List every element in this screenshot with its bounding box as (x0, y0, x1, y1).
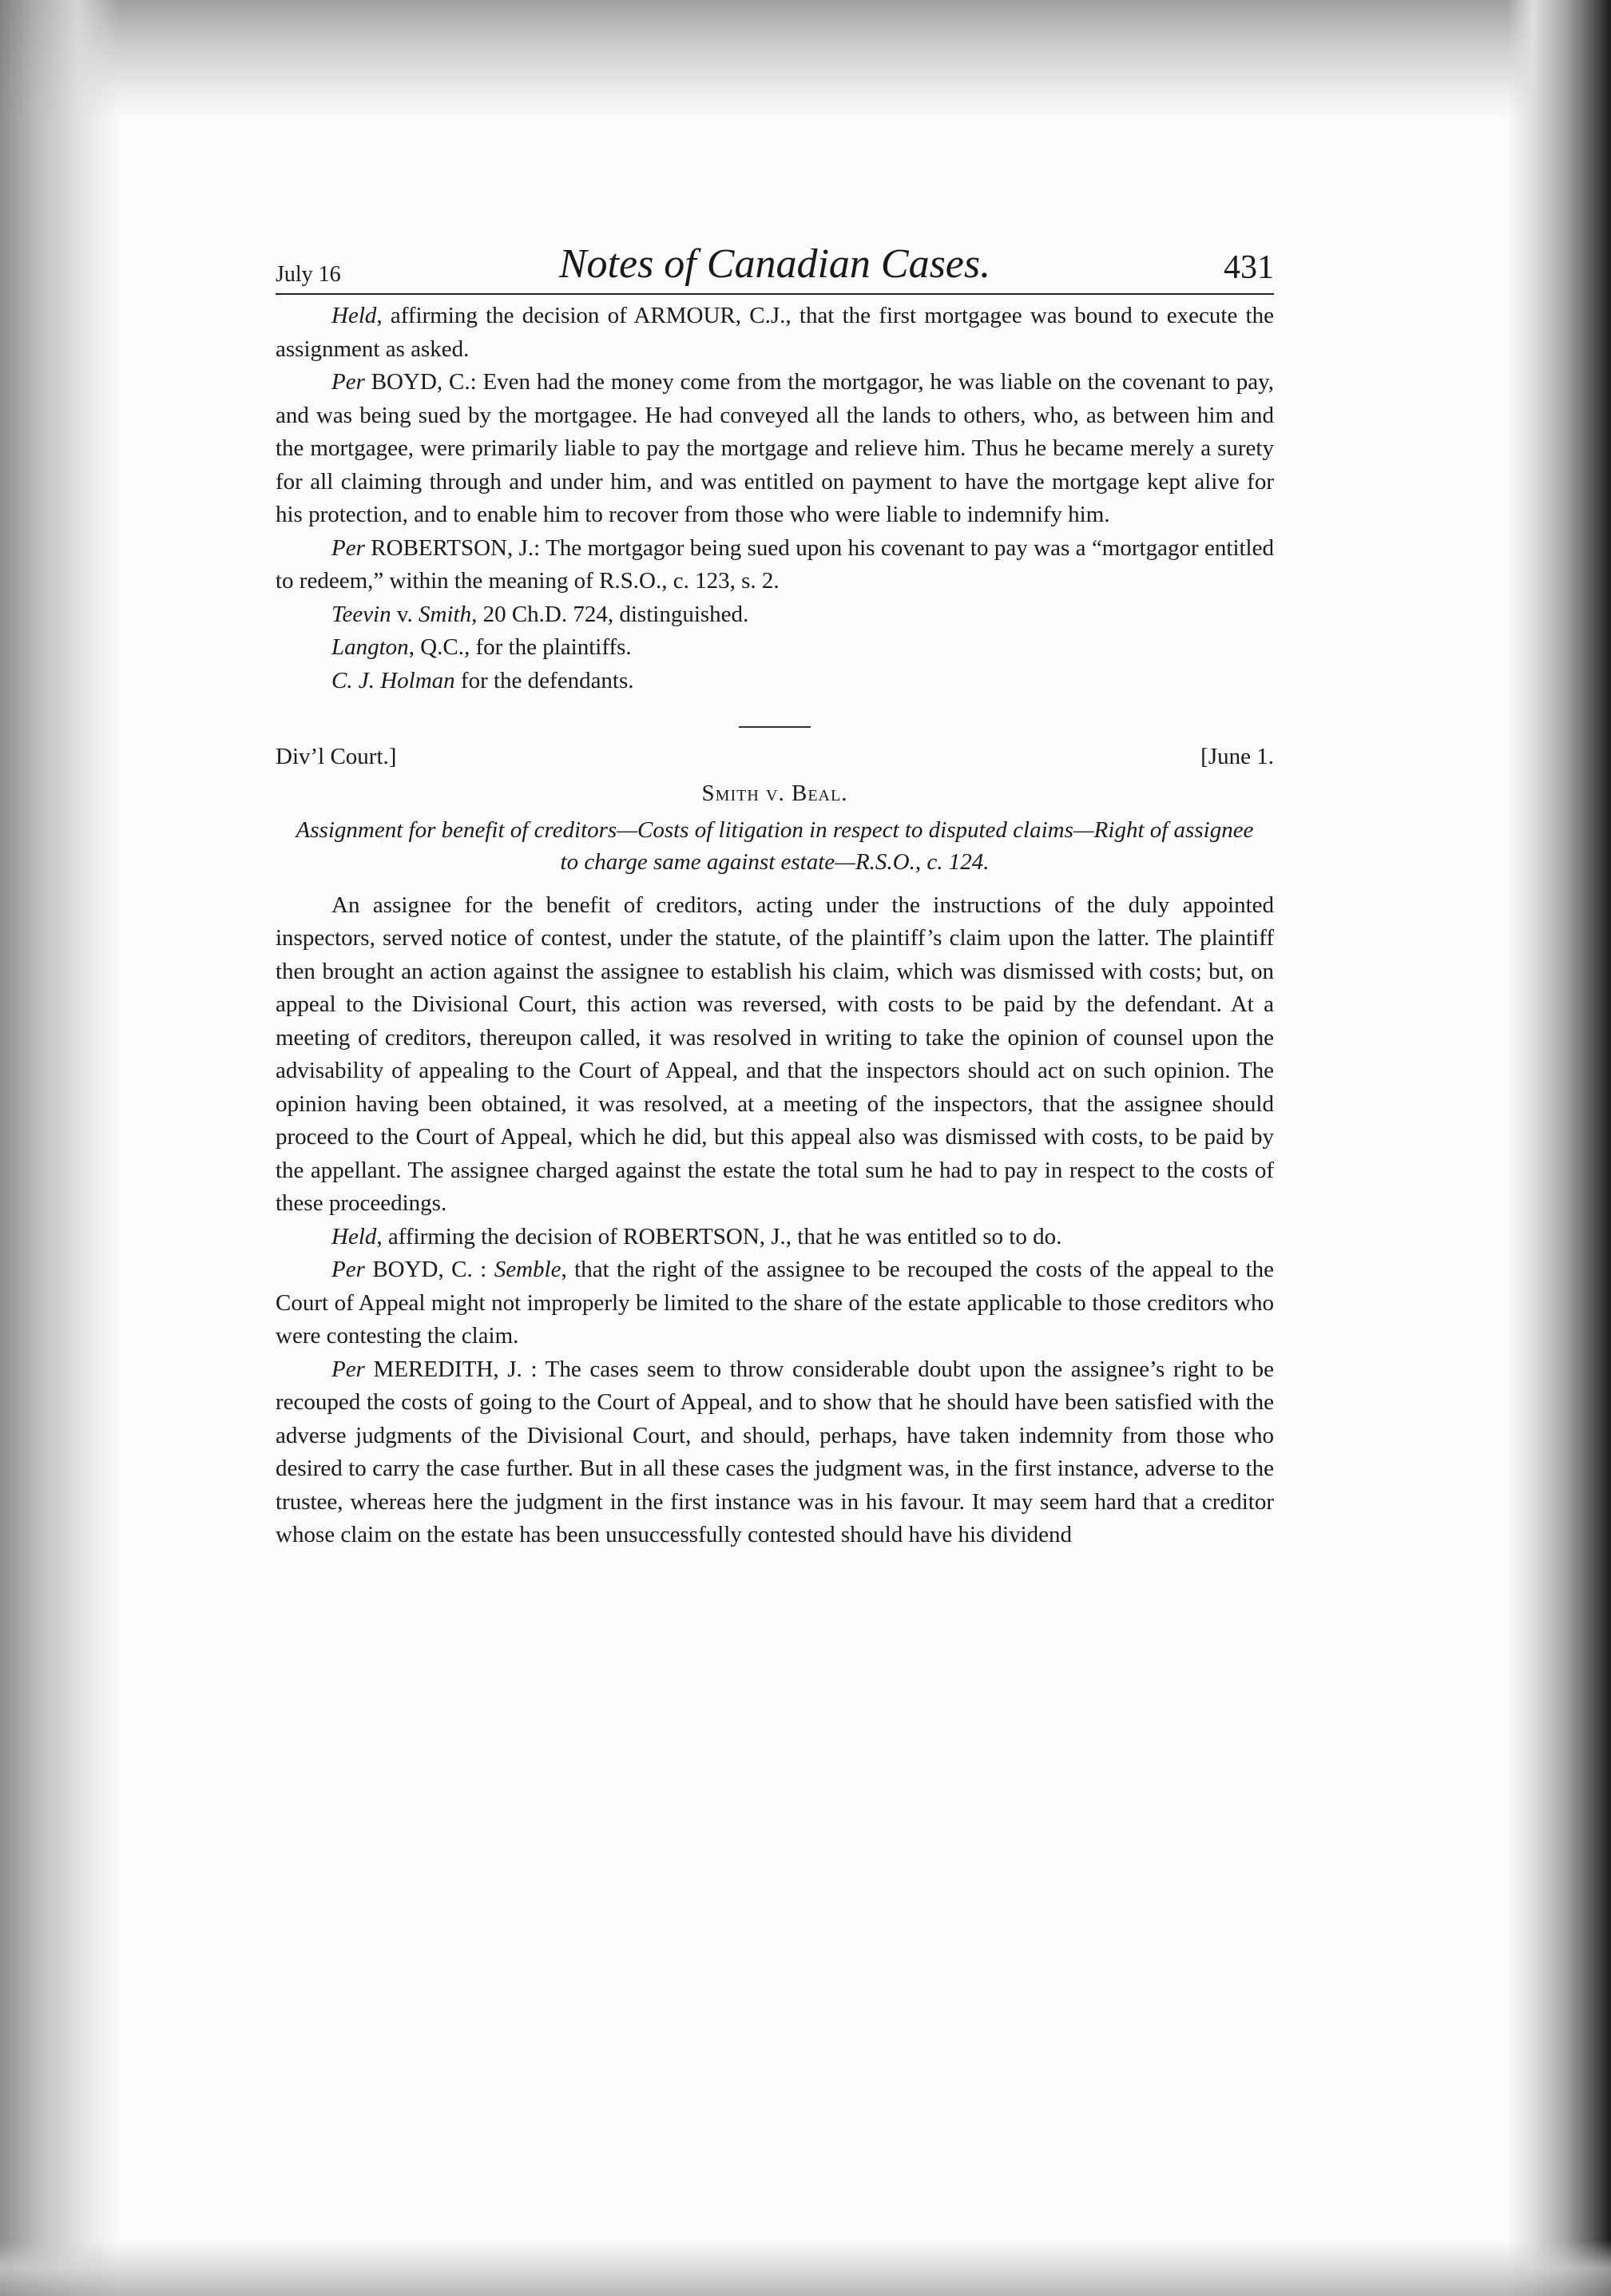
running-header (276, 241, 1274, 295)
opinion-text: : The cases seem to throw considerable doubt upon the assignee’s right to be recouped the costs of going to the Court of Appeal, and to show that he should have been satisfied with the adverse judgments of the Divisional Court, and should, perhaps, have taken indemnity from those who desired to carry the case further. But in all these cases the judgment was, in the first instance, adverse to the trustee, whereas here the judgment in the first instance was in his favour. It may seem hard that a creditor whose claim on the estate has been unsuccessfully contested should have his dividend (276, 1356, 1275, 1547)
per-boyd-paragraph (276, 366, 1274, 532)
per-robertson-paragraph (276, 532, 1274, 598)
case-title: Smith v. Beal. (701, 781, 848, 806)
opinion-text: : The mortgagor being sued upon his covenant to pay was a “mortgagor entitled to redeem,” within the meaning of R.S.O., c. 123, s. 2. (276, 534, 1274, 594)
court-name: Div’l Court.] (276, 744, 397, 769)
citation-v: v. (391, 601, 419, 627)
section-divider (739, 726, 811, 728)
previous-case-continuation (276, 300, 1274, 697)
judge-name: ROBERTSON, J. (371, 534, 534, 561)
counsel-rest: for the defendants. (454, 667, 634, 693)
court-line (276, 741, 1274, 774)
judge-name: BOYD, C. (372, 1257, 473, 1282)
page-number: 431 (1224, 249, 1274, 286)
scan-shadow-bottom (0, 2240, 1611, 2296)
colon: : (472, 1257, 494, 1282)
counsel-name: C. J. Holman (331, 667, 455, 693)
headnote: Assignment for benefit of creditors—Costs of litigation in respect to disputed claims—Right of assignee to charge same against estate—R.S.O., c. 124. (296, 816, 1254, 875)
scan-shadow-left (0, 0, 120, 2296)
decision-date: [June 1. (1200, 744, 1274, 769)
header-title: Notes of Canadian Cases. (558, 241, 991, 287)
facts-paragraph: An assignee for the benefit of creditors, acting under the instructions of the duly appointed inspectors, served notice of contest, under the statute, of the plaintiff’s claim upon the latter. The plaintiff then brought an action against the assignee to establish his claim, which was dismissed with costs; but, on appeal to the Divisional Court, this action was reversed, with costs to be paid by the defendant. At a meeting of creditors, thereupon called, it was resolved in writing to take the opinion of counsel upon the advisability of appealing to the Court of Appeal, and that the inspectors should act on such opinion. The opinion having been obtained, it was resolved, at a meeting of the inspectors, that the assignee should proceed to the Court of Appeal, which he did, but this appeal also was dismissed with costs, to be paid by the appellant. The assignee charged against the estate the total sum he had to pay in respect to the costs of these proceedings. (276, 892, 1274, 1216)
citation-party2: Smith (419, 601, 472, 627)
header-date: July 16 (276, 262, 341, 287)
held-label: Held (331, 1223, 377, 1249)
held-text: , affirming the decision of ROBERTSON, J., that he was entitled so to do. (376, 1223, 1062, 1249)
semble-word: Semble (494, 1257, 561, 1282)
held-label: Held (331, 303, 377, 328)
opinion-text: : Even had the money come from the mortgagor, he was liable on the covenant to pay, and was being sued by the mortgagee. He had conveyed all the lands to others, who, as between him and the mortgagee, were primarily liable to pay the mortgage and relieve him. Thus he became merely a surety for all claiming through and under him, and was entitled on payment to have the mortgage kept alive for his protection, and to enable him to recover from those who were liable to indemnify him. (276, 369, 1275, 527)
per-meredith-paragraph (276, 1353, 1274, 1552)
opinion-text: , that the right of the assignee to be recouped the costs of the appeal to the Court of Appeal might not improperly be limited to the share of the estate applicable to those creditors who were contesting the claim. (276, 1257, 1275, 1349)
per-label: Per (331, 369, 365, 395)
judge-name: BOYD, C. (371, 369, 470, 395)
page-content (276, 241, 1275, 1552)
judge-name: MEREDITH, J. (373, 1356, 522, 1382)
per-label: Per (331, 1356, 365, 1382)
citation-rest: , 20 Ch.D. 724, distinguished. (471, 601, 749, 627)
per-label: Per (331, 1257, 365, 1282)
citation-party1: Teevin (331, 601, 391, 627)
held-text: , affirming the decision of ARMOUR, C.J., that the first mortgagee was bound to execute the assignment as asked. (276, 303, 1274, 362)
counsel-name: Langton (331, 634, 409, 660)
counsel-defendants-line (276, 665, 1274, 698)
per-boyd-paragraph (276, 1253, 1274, 1353)
held-paragraph (276, 1221, 1274, 1254)
citation-line (276, 598, 1274, 632)
counsel-plaintiffs-line (276, 631, 1274, 665)
scan-shadow-right (1507, 0, 1611, 2296)
counsel-rest: , Q.C., for the plaintiffs. (408, 634, 632, 660)
held-paragraph (276, 300, 1274, 366)
per-label: Per (331, 534, 365, 561)
scan-shadow-top (0, 0, 1611, 120)
